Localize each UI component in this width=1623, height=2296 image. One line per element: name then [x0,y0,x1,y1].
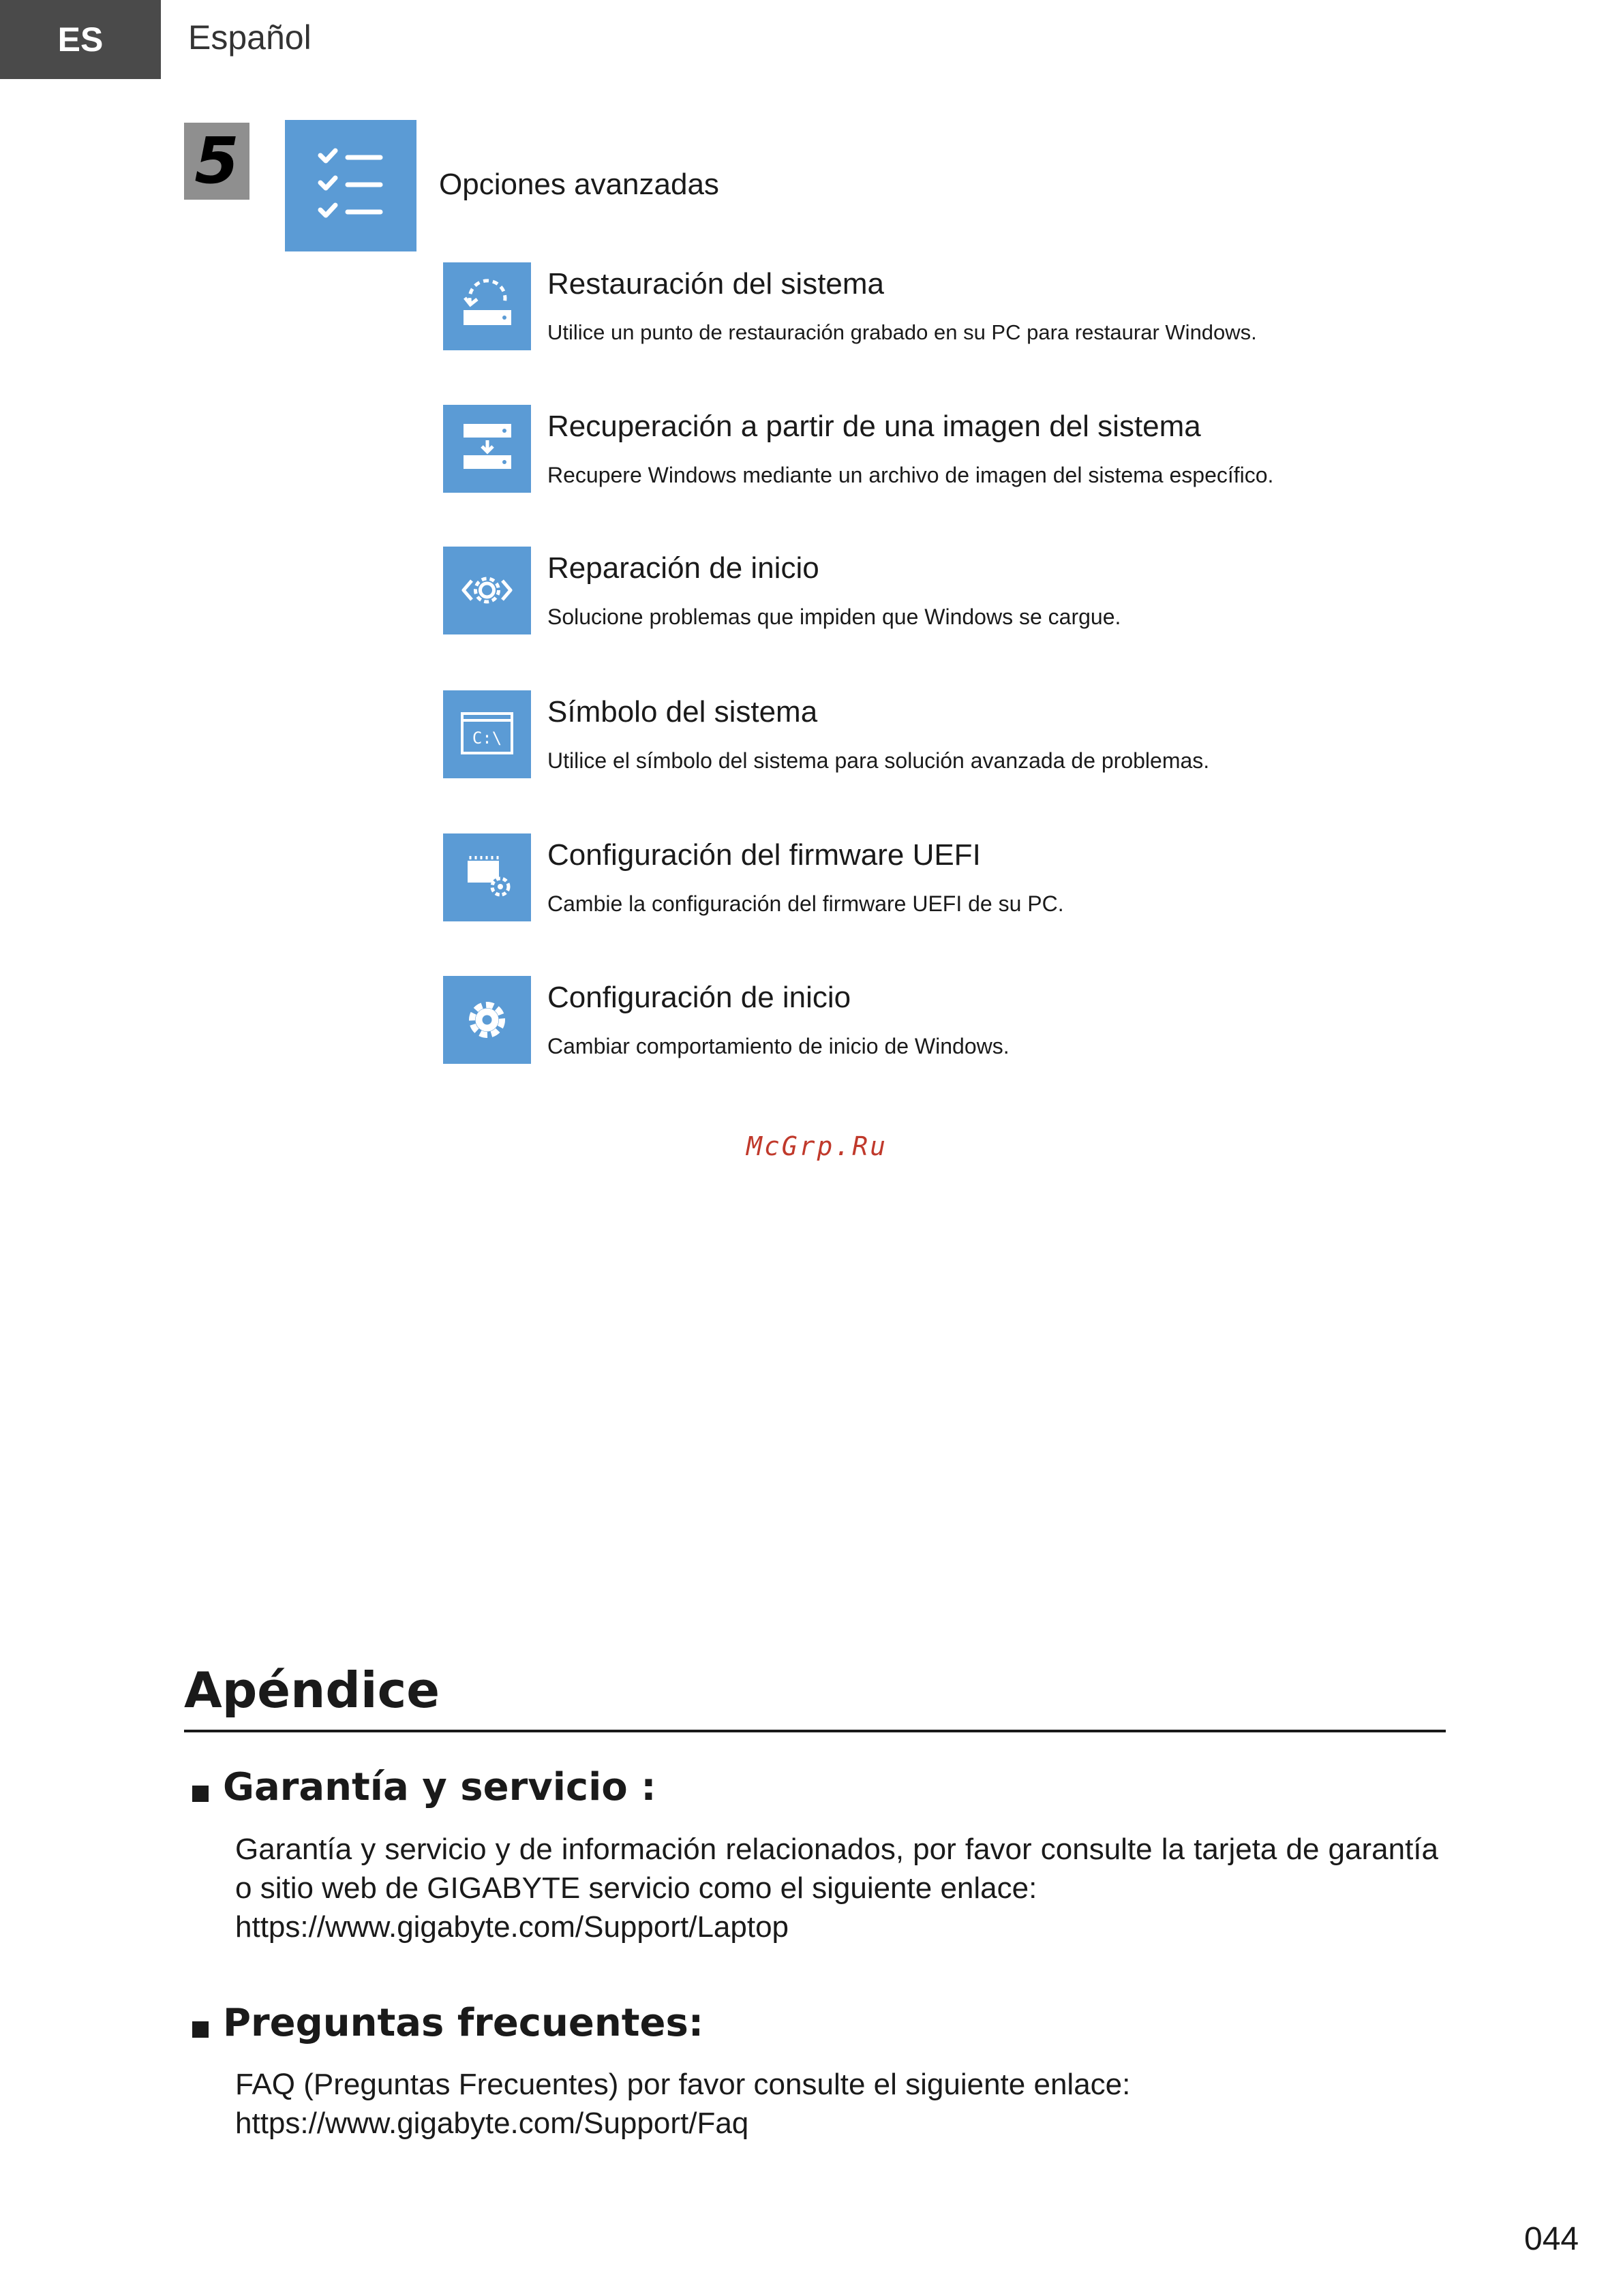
startup-repair-icon[interactable] [443,547,531,634]
option-title[interactable]: Reparación de inicio [547,551,819,585]
option-title[interactable]: Configuración del firmware UEFI [547,838,981,872]
option-title[interactable]: Recuperación a partir de una imagen del sistema [547,410,1201,443]
warranty-text [235,1830,1438,1946]
language-name: Español [188,18,312,57]
option-description: Cambie la configuración del firmware UEFI de su PC. [547,891,1064,916]
faq-heading: Preguntas frecuentes: [223,2001,704,2045]
checklist-icon [285,120,416,251]
warranty-paragraph: Garantía y servicio y de información relacionados, por favor consulte la tarjeta de garantía o sitio web de GIGABYTE servicio como el siguiente enlace: [235,1833,1438,1905]
system-restore-icon[interactable] [443,262,531,350]
step-number: 5 [194,124,239,198]
option-title[interactable]: Configuración de inicio [547,981,851,1014]
language-code: ES [57,20,104,59]
system-image-icon[interactable] [443,405,531,493]
option-description: Utilice el símbolo del sistema para solución avanzada de problemas. [547,748,1210,773]
faq-link[interactable]: https://www.gigabyte.com/Support/Faq [235,2107,749,2140]
option-title[interactable]: Restauración del sistema [547,267,885,301]
option-description: Cambiar comportamiento de inicio de Windows. [547,1034,1010,1058]
option-title[interactable]: Símbolo del sistema [547,695,818,729]
command-prompt-icon[interactable] [443,690,531,778]
warranty-heading: Garantía y servicio : [223,1765,656,1809]
appendix-title: Apéndice [184,1662,440,1719]
square-bullet-icon [192,2021,209,2038]
faq-paragraph: FAQ (Preguntas Frecuentes) por favor consulte el siguiente enlace: [235,2068,1131,2101]
square-bullet-icon [192,1786,209,1802]
gear-icon[interactable] [443,976,531,1064]
uefi-firmware-icon[interactable] [443,833,531,921]
option-description: Solucione problemas que impiden que Windows se cargue. [547,604,1121,629]
appendix-divider [184,1730,1446,1732]
faq-text [235,2065,1438,2143]
page-number: 044 [1524,2221,1579,2257]
warranty-link[interactable]: https://www.gigabyte.com/Support/Laptop [235,1910,789,1944]
option-description: Recupere Windows mediante un archivo de imagen del sistema específico. [547,463,1274,487]
svg-text:C:\: C:\ [472,729,502,748]
option-description: Utilice un punto de restauración grabado en su PC para restaurar Windows. [547,320,1257,344]
watermark: McGrp.Ru [746,1131,888,1161]
advanced-options-title: Opciones avanzadas [439,168,719,201]
